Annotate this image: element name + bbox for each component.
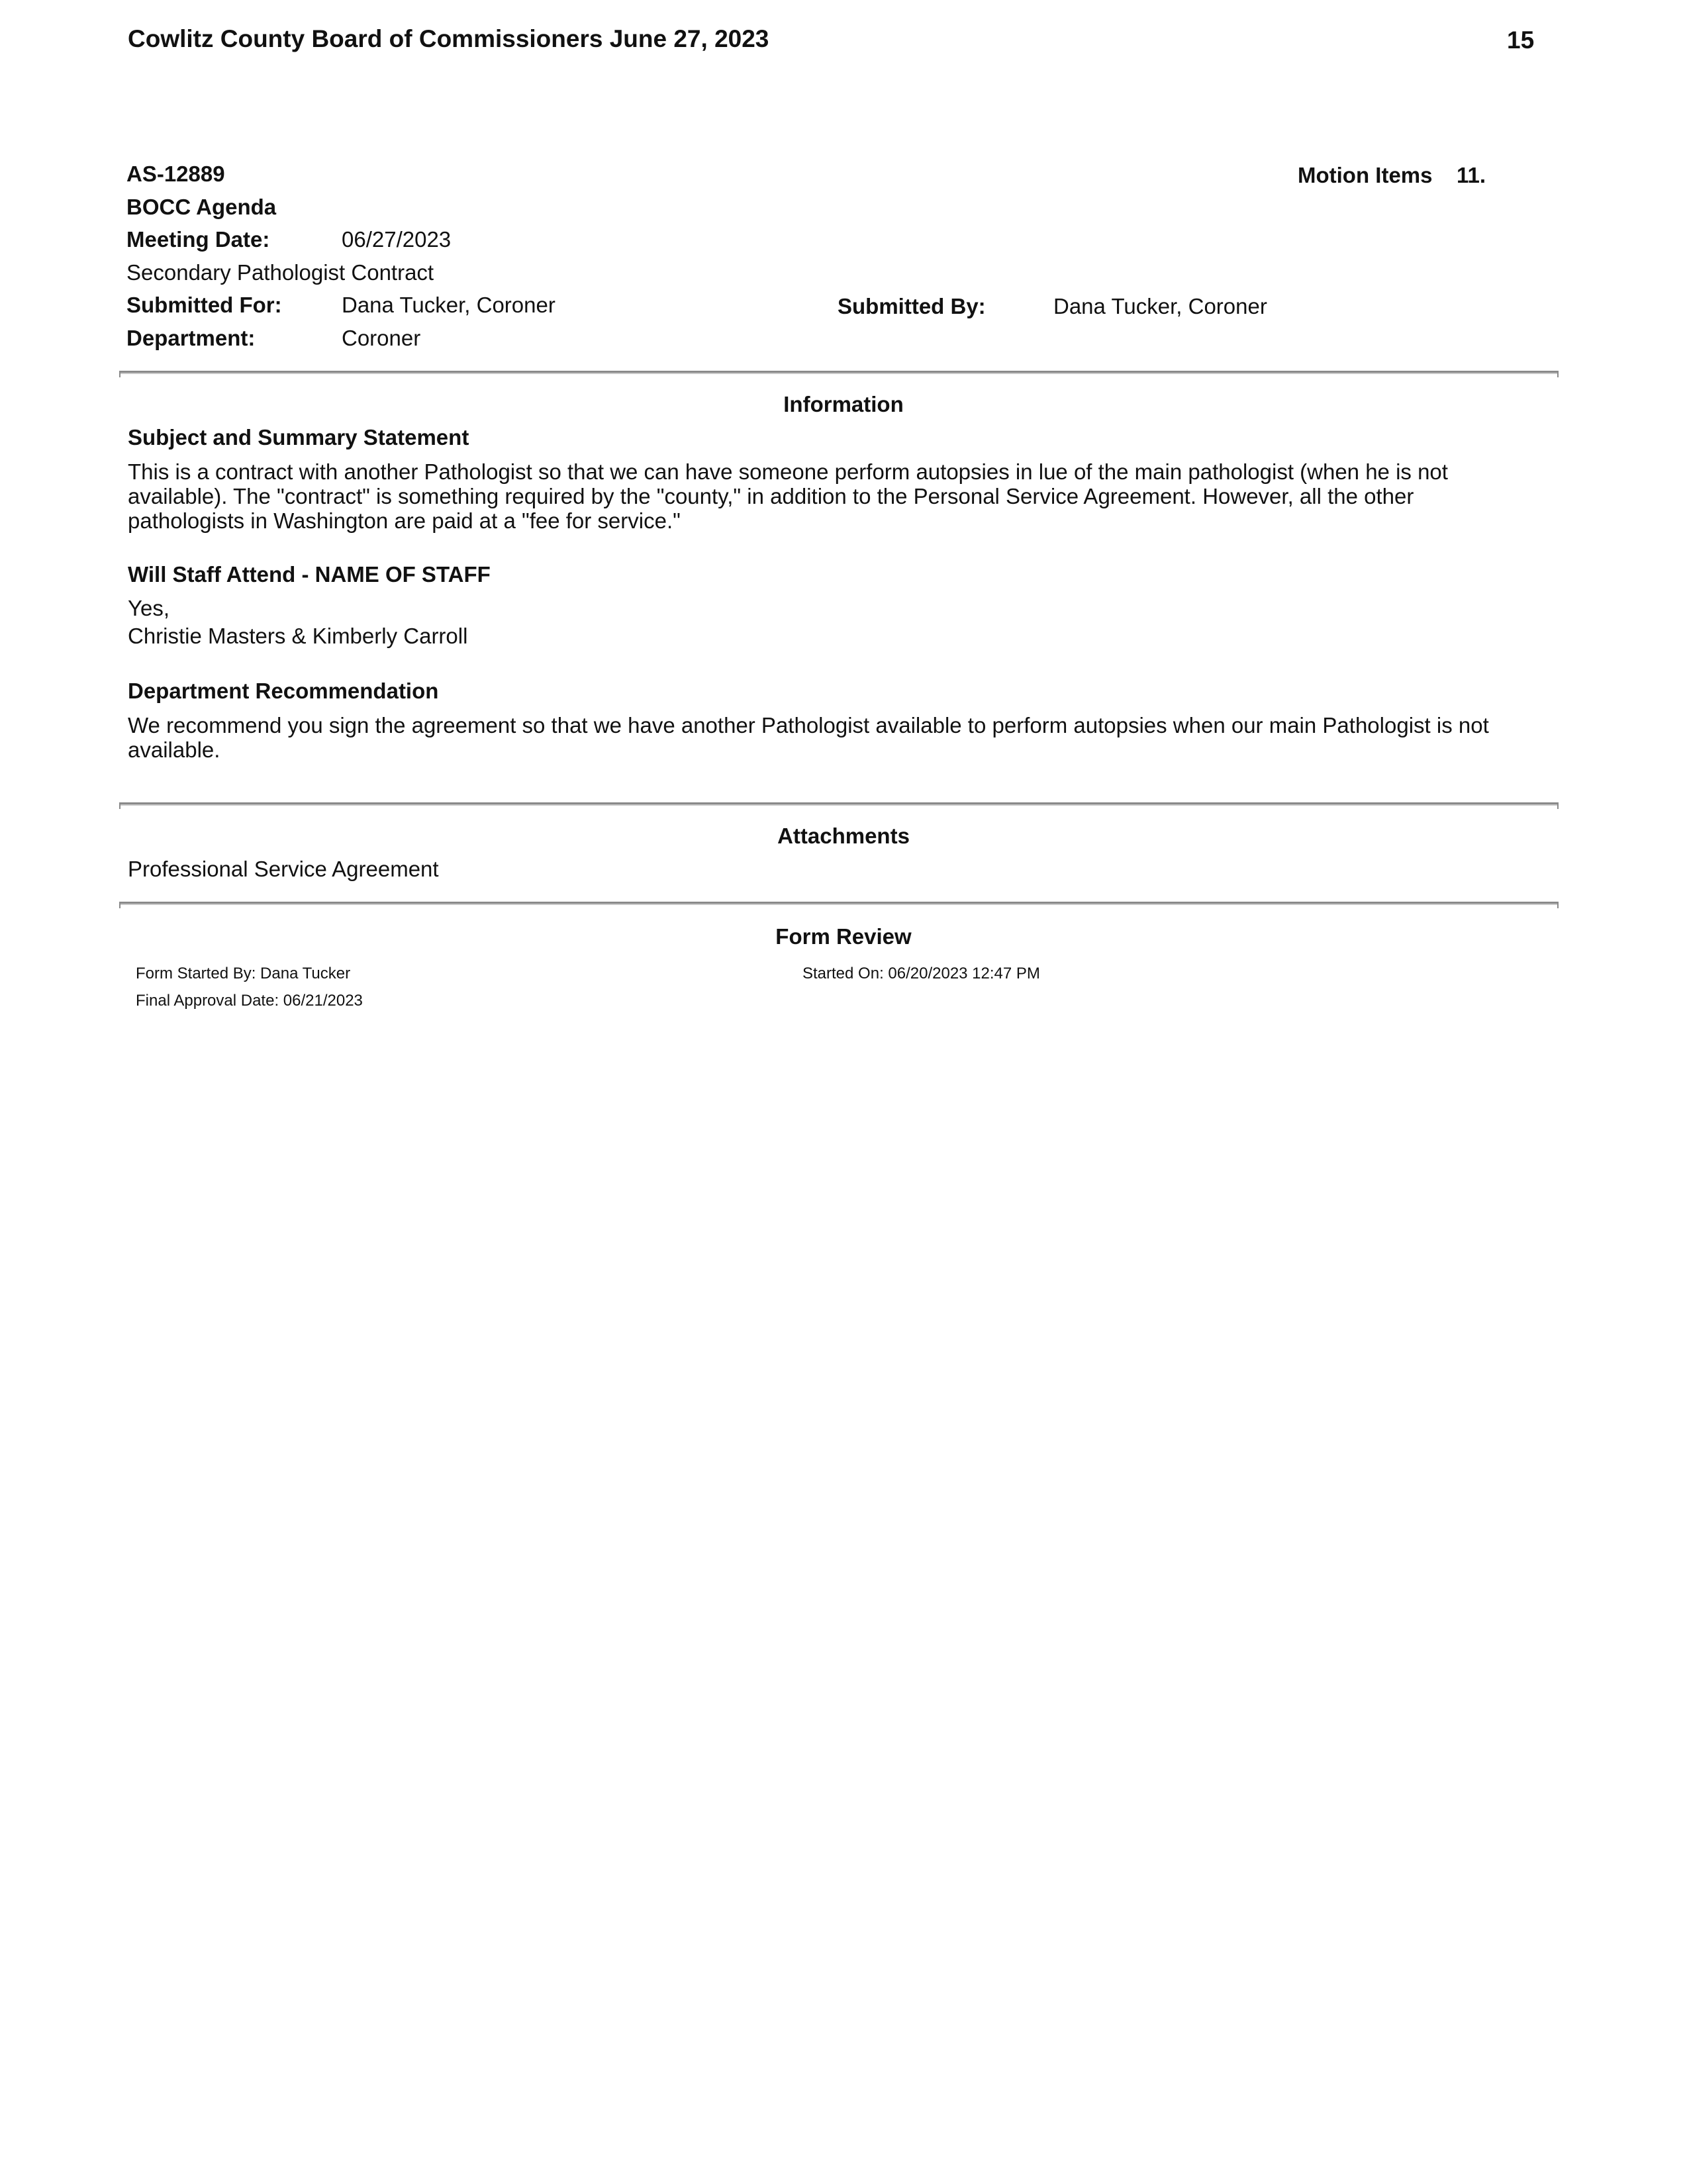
staff-attend-heading: Will Staff Attend - NAME OF STAFF: [128, 562, 491, 587]
subject-summary-heading: Subject and Summary Statement: [128, 425, 469, 450]
final-approval-date: Final Approval Date: 06/21/2023: [136, 992, 363, 1010]
attachments-section-title: Attachments: [777, 824, 910, 848]
meeting-date-label: Meeting Date:: [126, 227, 270, 252]
agenda-item-title: Secondary Pathologist Contract: [126, 260, 434, 285]
form-review-section-title: Form Review: [775, 924, 912, 949]
section-divider: [119, 371, 1559, 374]
agenda-name: BOCC Agenda: [126, 195, 277, 219]
motion-item-number: 11.: [1457, 163, 1486, 187]
information-section-title: Information: [783, 392, 904, 416]
department-value: Coroner: [342, 326, 421, 350]
department-recommendation-heading: Department Recommendation: [128, 679, 439, 703]
page-number: 15: [1507, 26, 1535, 54]
department-label: Department:: [126, 326, 256, 350]
submitted-by-label: Submitted By:: [838, 294, 986, 318]
submitted-by-value: Dana Tucker, Coroner: [1053, 294, 1267, 318]
staff-attend-names: Christie Masters & Kimberly Carroll: [128, 624, 468, 648]
agenda-id: AS-12889: [126, 162, 225, 186]
staff-attend-answer: Yes,: [128, 596, 170, 620]
department-recommendation-text: We recommend you sign the agreement so that we have another Pathologist available to perform autopsies when our main Pathologist is not available.: [128, 713, 1489, 762]
form-started-on: Started On: 06/20/2023 12:47 PM: [802, 965, 1040, 982]
submitted-for-value: Dana Tucker, Coroner: [342, 293, 555, 317]
meeting-date-value: 06/27/2023: [342, 227, 452, 252]
attachment-item[interactable]: Professional Service Agreement: [128, 857, 439, 881]
motion-items-label: Motion Items: [1298, 163, 1433, 187]
page-header-title: Cowlitz County Board of Commissioners June 27, 2023: [128, 25, 769, 52]
submitted-for-label: Submitted For:: [126, 293, 282, 317]
form-started-by: Form Started By: Dana Tucker: [136, 965, 351, 982]
subject-summary-text: This is a contract with another Pathologist so that we can have someone perform autopsies in lue of the main pathologist (when he is not available). The "contract" is something required by the "county," in addition to the Personal Service Agreement. However, all the other pathologists in Washington are paid at a "fee for service.": [128, 459, 1448, 533]
section-divider: [119, 802, 1559, 806]
section-divider: [119, 902, 1559, 905]
